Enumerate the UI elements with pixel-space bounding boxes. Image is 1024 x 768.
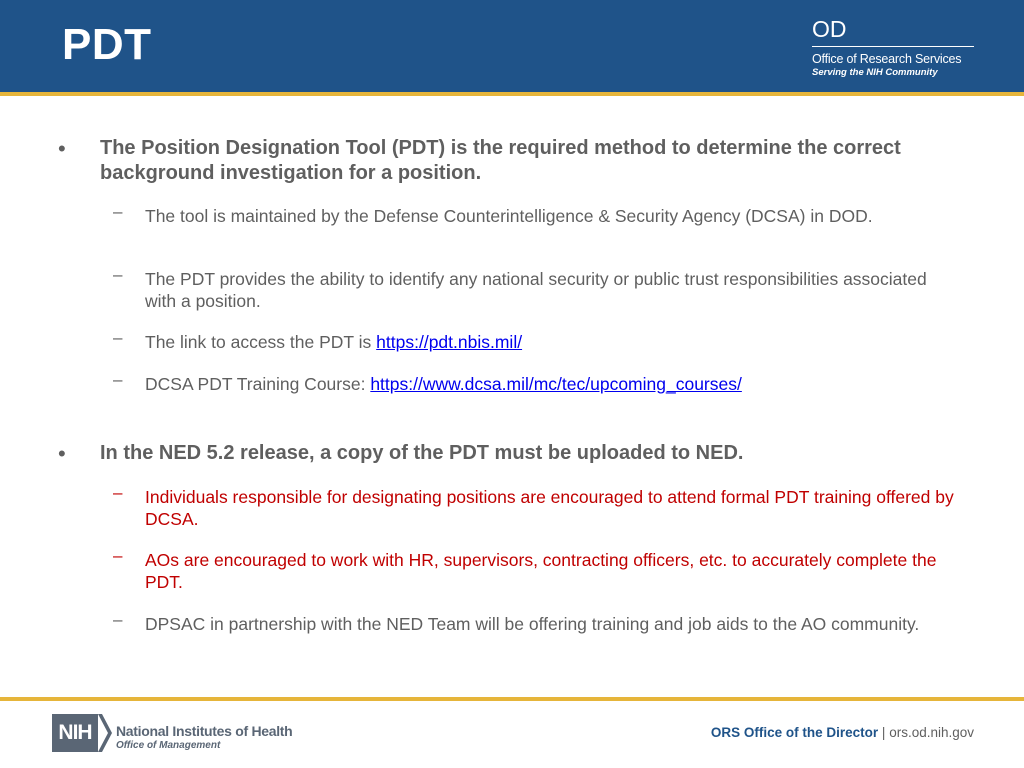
sub-bullet-text: The tool is maintained by the Defense Counterintelligence & Security Agency (DCSA) in DOD.	[145, 206, 873, 226]
bullet-text: The Position Designation Tool (PDT) is the required method to determine the correct background investigation for a position.	[100, 137, 901, 184]
ors-logo-divider	[812, 46, 974, 47]
dash-marker: –	[113, 328, 123, 347]
ors-logo-tagline: Serving the NIH Community	[812, 67, 938, 78]
dash-marker: –	[113, 483, 123, 502]
sub-bullet-item	[113, 202, 955, 227]
sub-bullet-text: DCSA PDT Training Course:	[145, 374, 371, 394]
dcsa-training-link[interactable]: https://www.dcsa.mil/mc/tec/upcoming_courses/	[370, 374, 742, 394]
sub-bullet-item	[113, 370, 955, 395]
nih-logo-office: Office of Management	[116, 740, 221, 751]
sub-bullet-item	[113, 610, 955, 635]
bullet-dot: •	[58, 441, 66, 466]
nih-chevron-icon	[98, 714, 112, 752]
nih-logo-box: NIH	[52, 714, 98, 752]
bullet-item	[58, 441, 960, 466]
dash-marker: –	[113, 370, 123, 389]
ors-logo	[812, 16, 977, 79]
footer-credit	[711, 725, 974, 740]
bullet-text: In the NED 5.2 release, a copy of the PDT must be uploaded to NED.	[100, 442, 744, 464]
footer-site: ors.od.nih.gov	[889, 725, 974, 740]
sub-bullet-text: The PDT provides the ability to identify any national security or public trust responsibilities associated with a position.	[145, 269, 927, 311]
nih-logo	[52, 714, 312, 752]
sub-bullet-text: AOs are encouraged to work with HR, supervisors, contracting officers, etc. to accurately complete the PDT.	[145, 550, 937, 592]
ors-logo-name: Office of Research Services	[812, 52, 962, 66]
nih-logo-name: National Institutes of Health	[116, 723, 293, 739]
sub-bullet-text: DPSAC in partnership with the NED Team will be offering training and job aids to the AO community.	[145, 614, 920, 634]
footer-gold-rule	[0, 697, 1024, 701]
dash-marker: –	[113, 546, 123, 565]
header-gold-rule	[0, 92, 1024, 96]
sub-bullet-text: The link to access the PDT is	[145, 332, 377, 352]
slide-title: PDT	[62, 20, 152, 69]
bullet-dot: •	[58, 136, 66, 161]
footer-ors-director: ORS Office of the Director	[710, 725, 879, 740]
sub-bullet-text: Individuals responsible for designating positions are encouraged to attend formal PDT training offered by DCSA.	[145, 487, 954, 529]
sub-bullet-item	[113, 265, 955, 312]
bullet-item	[58, 136, 960, 186]
sub-bullet-item	[113, 483, 955, 530]
sub-bullet-item	[113, 328, 955, 353]
dash-marker: –	[113, 610, 123, 629]
ors-logo-od: OD	[812, 16, 847, 42]
dash-marker: –	[113, 202, 123, 221]
sub-bullet-item	[113, 546, 955, 593]
dash-marker: –	[113, 265, 123, 284]
pdt-link[interactable]: https://pdt.nbis.mil/	[376, 332, 523, 352]
footer-separator: |	[878, 725, 890, 740]
